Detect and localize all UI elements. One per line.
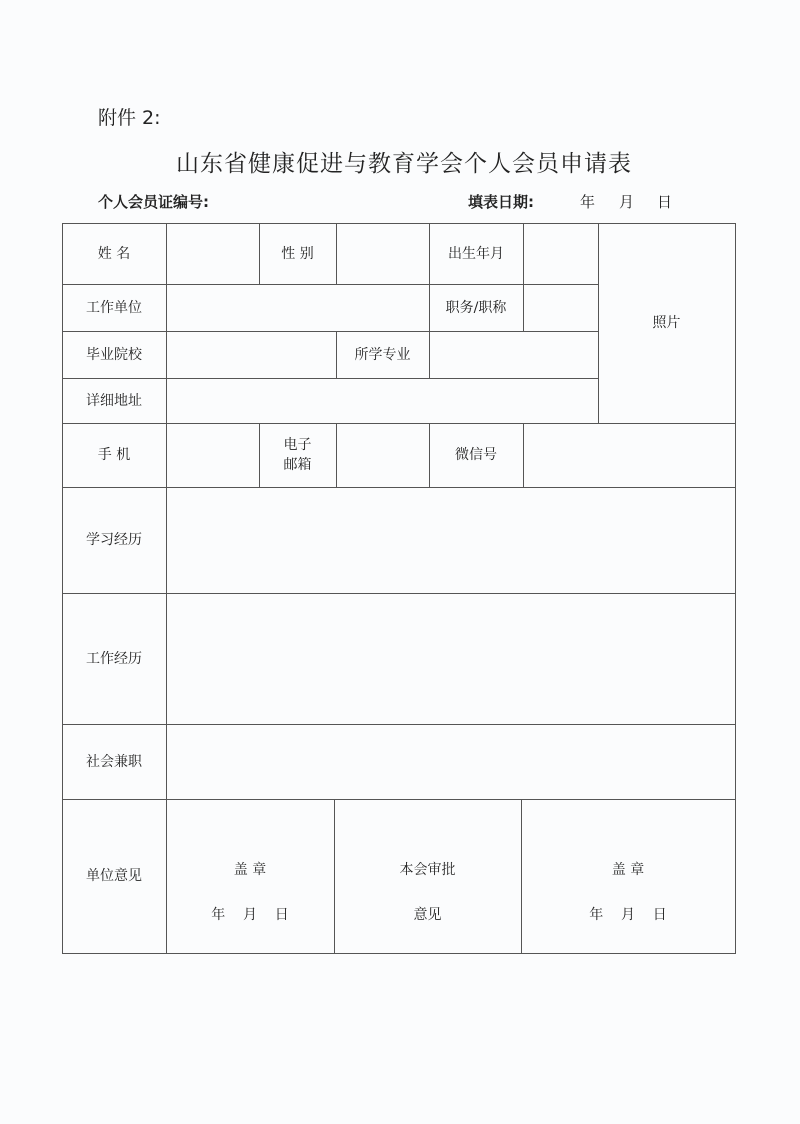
position-label: 职务/职称 <box>445 299 507 316</box>
education-label: 学习经历 <box>86 532 142 548</box>
attachment-label: 附件 2: <box>98 107 161 129</box>
employer-field[interactable] <box>167 285 429 331</box>
approval-label-line1: 本会审批 <box>399 862 456 878</box>
social-field[interactable] <box>167 725 735 799</box>
mobile-label: 手 机 <box>97 447 131 463</box>
school-label: 毕业院校 <box>86 346 142 363</box>
unit-opinion-label: 单位意见 <box>86 868 142 884</box>
birth-field[interactable] <box>524 224 598 284</box>
wechat-label: 微信号 <box>455 447 497 463</box>
page-title: 山东省健康促进与教育学会个人会员申请表 <box>176 151 632 177</box>
approval-label-line2: 意见 <box>413 907 442 923</box>
grid-line <box>62 953 736 954</box>
approval-date-label: 年 月 日 <box>589 907 667 923</box>
education-field[interactable] <box>167 488 735 593</box>
name-label: 姓 名 <box>97 245 131 262</box>
unit-date-label: 年 月 日 <box>211 907 289 923</box>
unit-seal-label: 盖 章 <box>233 862 267 878</box>
photo-box[interactable]: 照片 <box>652 315 681 331</box>
fill-date-label: 填表日期: <box>468 193 534 211</box>
fill-date-month: 月 <box>619 193 635 211</box>
fill-date-day: 日 <box>657 193 673 211</box>
email-label-line2: 邮箱 <box>283 457 312 473</box>
grid-line <box>735 223 736 954</box>
address-field[interactable] <box>167 379 598 423</box>
social-label: 社会兼职 <box>86 753 142 770</box>
email-label <box>259 423 336 487</box>
email-field[interactable] <box>337 424 429 487</box>
name-field[interactable] <box>167 224 259 284</box>
gender-field[interactable] <box>337 224 429 284</box>
work-field[interactable] <box>167 594 735 724</box>
gender-label: 性 别 <box>281 245 314 262</box>
work-label: 工作经历 <box>86 650 142 667</box>
school-field[interactable] <box>167 332 336 378</box>
birth-label: 出生年月 <box>448 245 504 262</box>
wechat-field[interactable] <box>524 424 735 487</box>
member-no-label: 个人会员证编号: <box>98 193 209 211</box>
major-field[interactable] <box>430 332 598 378</box>
position-field[interactable] <box>524 285 598 331</box>
fill-date-year: 年 <box>580 193 596 211</box>
address-label: 详细地址 <box>86 392 142 409</box>
email-label-line1: 电子 <box>283 437 312 453</box>
mobile-field[interactable] <box>167 424 259 487</box>
major-label: 所学专业 <box>354 346 411 363</box>
employer-label: 工作单位 <box>86 299 142 316</box>
approval-seal-label: 盖 章 <box>611 862 645 878</box>
